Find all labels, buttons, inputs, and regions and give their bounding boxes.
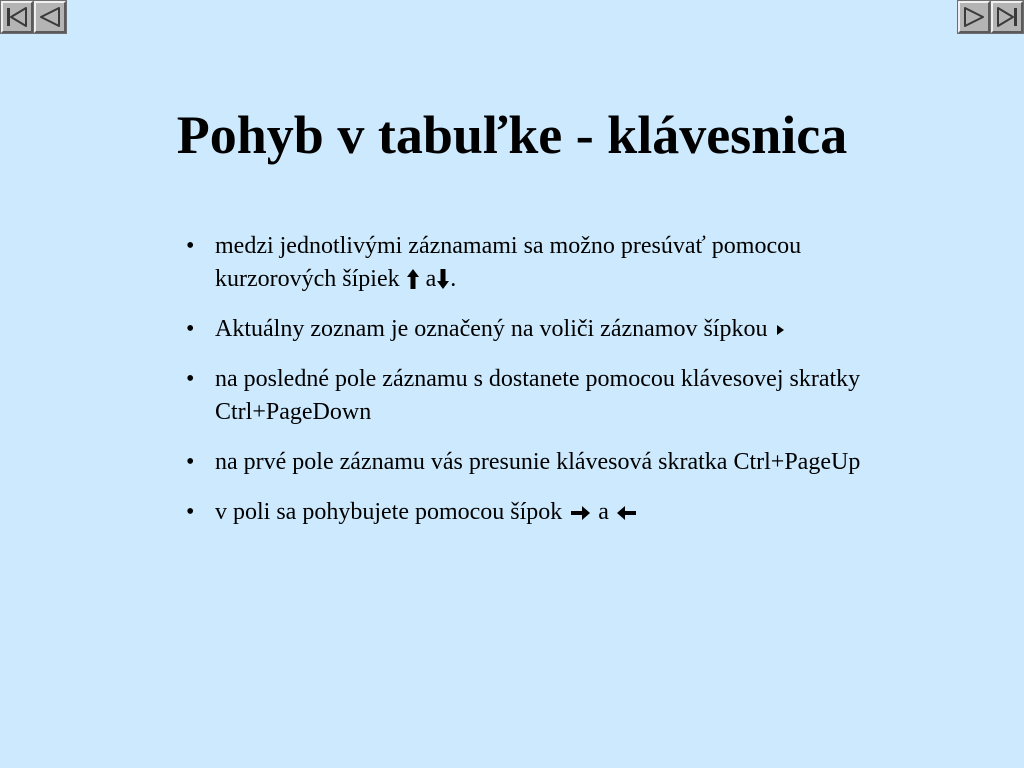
bullet-text: na posledné pole záznamu s dostanete pomocou klávesovej skratky Ctrl+PageDown: [215, 366, 861, 425]
record-selector-triangle-icon: [773, 320, 787, 340]
arrow-up-icon: [406, 268, 420, 290]
bullet-item: [186, 363, 926, 429]
arrow-right-icon: [568, 503, 592, 523]
bullet-dot: •: [186, 449, 195, 475]
bullet-text: medzi jednotlivými záznamami sa možno presúvať pomocou kurzorových šípiek: [215, 233, 802, 292]
bullet-item: [186, 230, 926, 296]
bullet-conjunction: a: [425, 266, 437, 292]
bullet-end: .: [450, 266, 457, 292]
slide-title: Pohyb v tabuľke - klávesnica: [176, 105, 848, 165]
bullet-dot: •: [186, 499, 195, 525]
bullet-list: [186, 230, 926, 546]
bullet-text: na prvé pole záznamu vás presunie klávesová skratka Ctrl+PageUp: [215, 449, 861, 475]
arrow-left-icon: [615, 503, 639, 523]
bullet-dot: •: [186, 233, 195, 259]
nav-right-group: [958, 1, 1024, 33]
bullet-item: [186, 446, 926, 479]
last-slide-button[interactable]: [991, 1, 1023, 33]
nav-left-group: [1, 1, 67, 33]
bullet-item: [186, 496, 926, 529]
triangle-right-icon: [961, 4, 987, 30]
bullet-dot: •: [186, 316, 195, 342]
skip-to-first-icon: [4, 4, 30, 30]
skip-to-last-icon: [994, 4, 1020, 30]
bullet-dot: •: [186, 366, 195, 392]
bullet-item: [186, 313, 926, 346]
bullet-conjunction: a: [598, 499, 609, 525]
bullet-text: v poli sa pohybujete pomocou šípok: [215, 499, 563, 525]
arrow-down-icon: [436, 268, 450, 290]
bullet-text: Aktuálny zoznam je označený na voliči záznamov šípkou: [215, 316, 768, 342]
first-slide-button[interactable]: [1, 1, 33, 33]
previous-slide-button[interactable]: [34, 1, 66, 33]
triangle-left-icon: [37, 4, 63, 30]
next-slide-button[interactable]: [958, 1, 990, 33]
